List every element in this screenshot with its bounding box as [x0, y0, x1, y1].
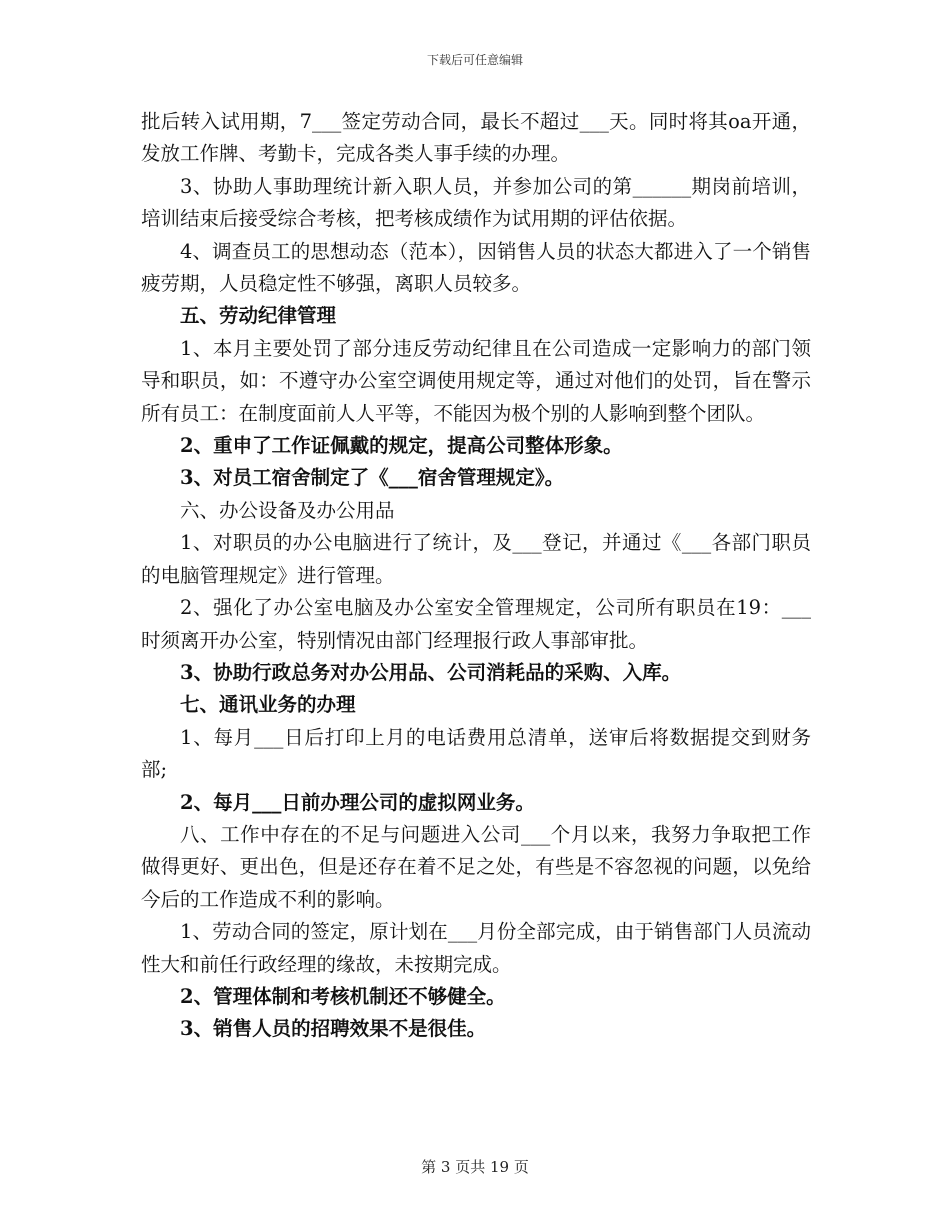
page-header: 下载后可任意编辑 — [426, 53, 523, 67]
paragraph: 2、管理体制和考核机制还不够健全。 — [180, 984, 506, 1008]
paragraph: 2、重申了工作证佩戴的规定，提高公司整体形象。 — [180, 434, 623, 458]
paragraph: 2、强化了办公室电脑及办公室安全管理规定，公司所有职员在19：___时须离开办公室，特别情况由部门经理报行政人事部审批。 — [141, 596, 811, 652]
paragraph: 3、销售人员的招聘效果不是很佳。 — [180, 1017, 487, 1041]
paragraph: 1、劳动合同的签定，原计划在___月份全部完成，由于销售部门人员流动性大和前任行政经理的缘故，未按期完成。 — [141, 920, 811, 976]
paragraph: 五、劳动纪律管理 — [180, 304, 337, 328]
document-body — [141, 106, 811, 1046]
paragraph: 2、每月___日前办理公司的虚拟网业务。 — [180, 790, 535, 814]
paragraph: 1、每月___日后打印上月的电话费用总清单，送审后将数据提交到财务部; — [141, 725, 811, 782]
paragraph: 批后转入试用期，7___签定劳动合同，最长不超过___天。同时将其oa开通，发放工作牌、考勤卡，完成各类人事手续的办理。 — [141, 110, 811, 166]
paragraph: 3、协助人事助理统计新入职人员，并参加公司的第______期岗前培训，培训结束后接受综合考核，把考核成绩作为试用期的评估依据。 — [141, 174, 811, 231]
paragraph: 3、协助行政总务对办公用品、公司消耗品的采购、入库。 — [180, 660, 682, 684]
paragraph: 1、对职员的办公电脑进行了统计，及___登记，并通过《___各部门职员的电脑管理规定》进行管理。 — [141, 531, 811, 587]
paragraph: 八、工作中存在的不足与问题进入公司___个月以来，我努力争取把工作做得更好、更出色，但是还存在着不足之处，有些是不容忽视的问题，以免给今后的工作造成不利的影响。 — [141, 822, 811, 911]
paragraph: 3、对员工宿舍制定了《___宿舍管理规定》。 — [180, 466, 565, 490]
paragraph: 六、办公设备及办公用品 — [180, 498, 395, 522]
page-footer: 第 3 页共 19 页 — [421, 1158, 529, 1176]
paragraph: 1、本月主要处罚了部分违反劳动纪律且在公司造成一定影响力的部门领导和职员，如：不遵守办公室空调使用规定等，通过对他们的处罚，旨在警示所有员工：在制度面前人人平等，不能因为极个别的人影响到整个团队。 — [141, 336, 811, 425]
paragraph: 七、通讯业务的办理 — [180, 693, 356, 717]
paragraph: 4、调查员工的思想动态（范本），因销售人员的状态大都进入了一个销售疲劳期，人员稳定性不够强，离职人员较多。 — [141, 239, 811, 296]
